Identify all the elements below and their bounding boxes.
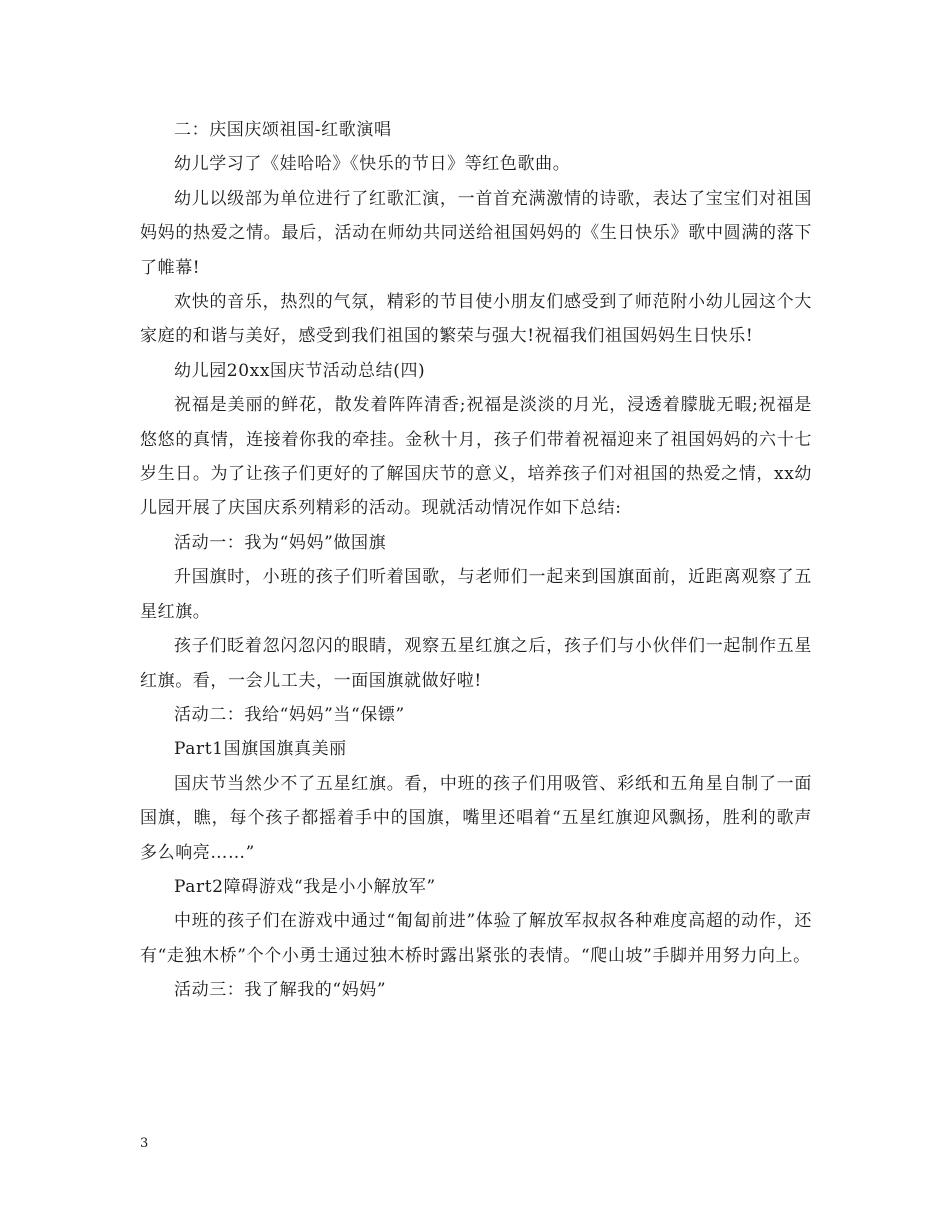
paragraph: 国庆节当然少不了五星红旗。看，中班的孩子们用吸管、彩纸和五角星自制了一面国旗，瞧，每个孩子都摇着手中的国旗，嘴里还唱着“五星红旗迎风飘扬，胜利的歌声多么响亮……”: [140, 773, 812, 863]
paragraph: 孩子们眨着忽闪忽闪的眼睛，观察五星红旗之后，孩子们与小伙伴们一起制作五星红旗。看，一会儿工夫，一面国旗就做好啦!: [140, 636, 812, 691]
document-body: [140, 113, 812, 1008]
activity-three-heading: 活动三：我了解我的“妈妈”: [174, 980, 387, 1001]
section-heading-summary-four: 幼儿园20xx国庆节活动总结(四): [174, 360, 426, 381]
paragraph: 祝福是美丽的鲜花，散发着阵阵清香;祝福是淡淡的月光，浸透着朦胧无暇;祝福是悠悠的真情，连接着你我的牵挂。金秋十月，孩子们带着祝福迎来了祖国妈妈的六十七岁生日。为了让孩子们更好的了解国庆节的意义，培养孩子们对祖国的热爱之情，xx幼儿园开展了庆国庆系列精彩的活动。现就活动情况作如下总结:: [140, 395, 812, 519]
activity-two-heading: 活动二：我给“妈妈”当“保镖”: [174, 704, 405, 725]
activity-one-heading: 活动一：我为“妈妈”做国旗: [174, 532, 387, 553]
part-two-heading: Part2障碍游戏“我是小小解放军”: [174, 876, 436, 897]
paragraph: 升国旗时，小班的孩子们听着国歌，与老师们一起来到国旗面前，近距离观察了五星红旗。: [140, 567, 812, 622]
paragraph: 幼儿以级部为单位进行了红歌汇演，一首首充满激情的诗歌，表达了宝宝们对祖国妈妈的热爱之情。最后，活动在师幼共同送给祖国妈妈的《生日快乐》歌中圆满的落下了帷幕!: [140, 188, 812, 278]
section-heading-red-songs: 二：庆国庆颂祖国-红歌演唱: [174, 120, 392, 140]
part-one-heading: Part1国旗国旗真美丽: [174, 739, 347, 760]
paragraph: 中班的孩子们在游戏中通过“匍匐前进”体验了解放军叔叔各种难度高超的动作，还有“走独木桥”个个小勇士通过独木桥时露出紧张的表情。“爬山坡”手脚并用努力向上。: [140, 911, 812, 966]
paragraph: 欢快的音乐，热烈的气氛，精彩的节目使小朋友们感受到了师范附小幼儿园这个大家庭的和谐与美好，感受到我们祖国的繁荣与强大!祝福我们祖国妈妈生日快乐!: [140, 292, 812, 347]
paragraph: 幼儿学习了《娃哈哈》《快乐的节日》等红色歌曲。: [174, 154, 571, 175]
page-number: 3: [140, 1136, 149, 1151]
